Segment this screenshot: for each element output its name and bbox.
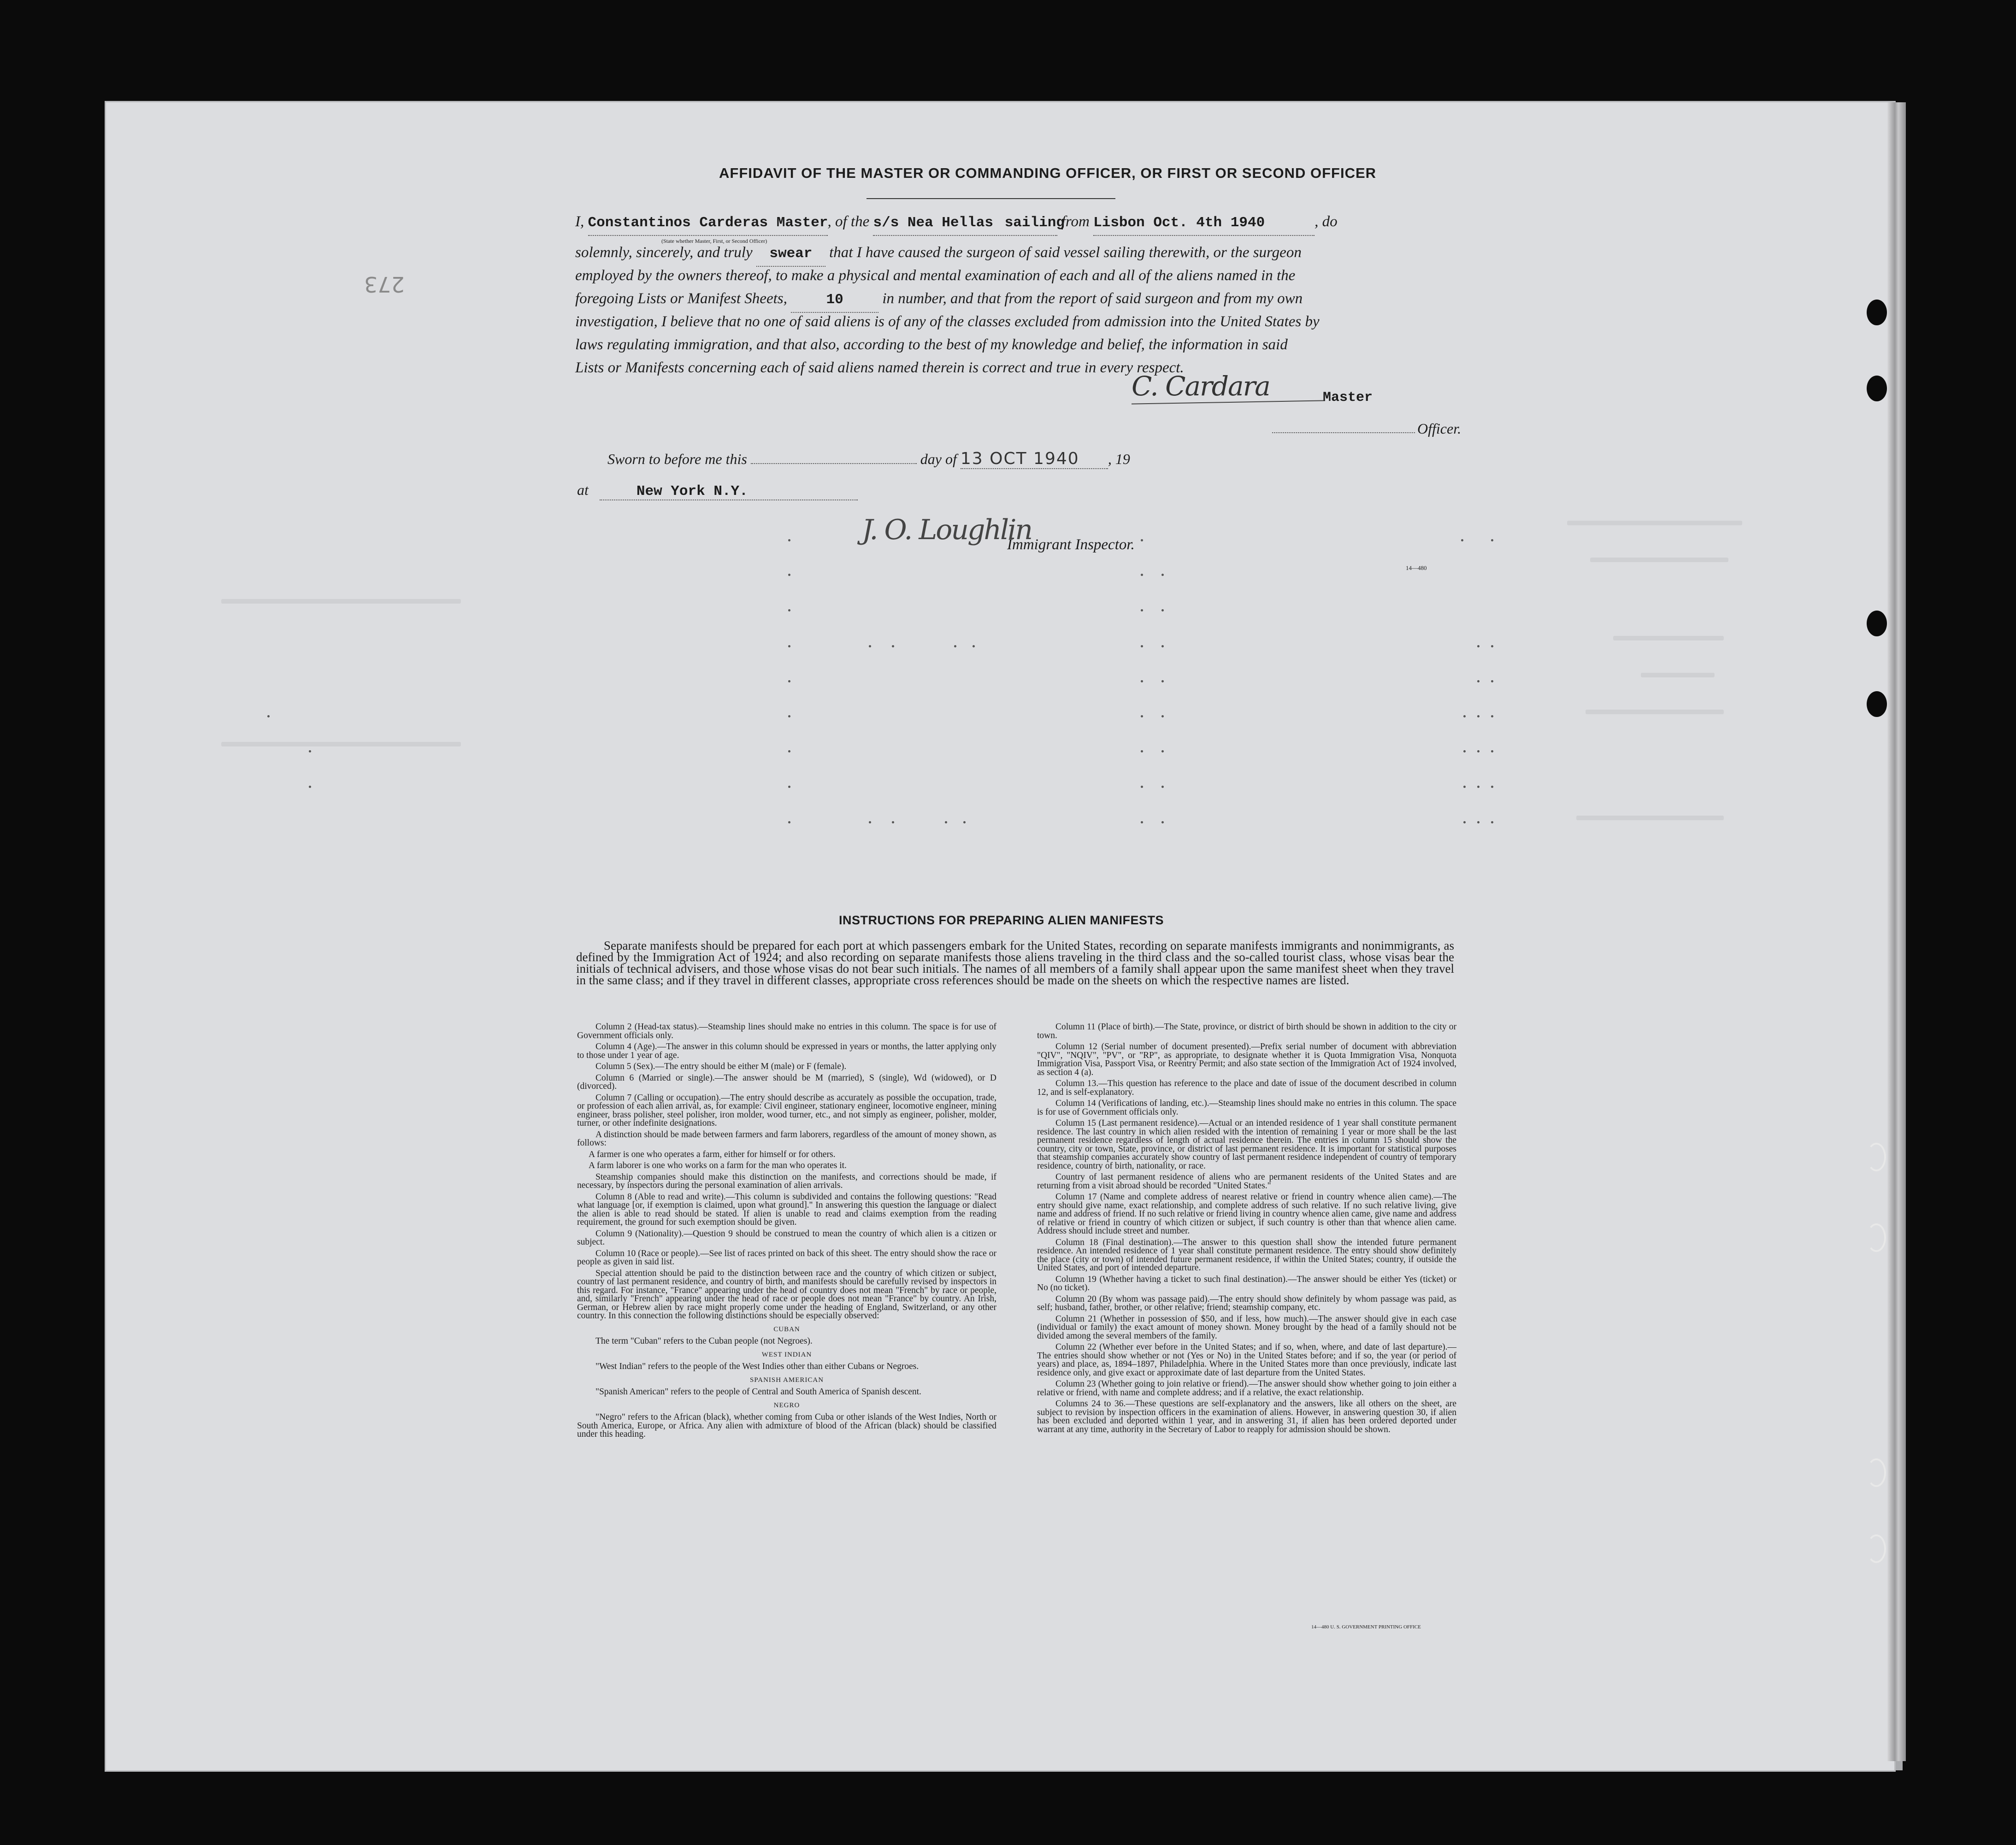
leader-dot (1141, 715, 1143, 717)
instruction-paragraph: Column 9 (Nationality).—Question 9 should be construed to mean the country of which alien is a citizen or subject. (577, 1228, 996, 1247)
affidavit-text: that I have caused the surgeon of said vessel sailing therewith, or the surgeon (829, 244, 1302, 261)
leader-dot (788, 645, 790, 647)
bleed-through-mark (1590, 558, 1728, 562)
binding-hole (1867, 300, 1887, 325)
affidavit-text: foregoing Lists or Manifest Sheets, (575, 290, 787, 307)
instruction-paragraph: A farm laborer is one who works on a farm for the man who operates it. (589, 1161, 847, 1170)
instruction-paragraph: Column 7 (Calling or occupation).—The entry should describe as accurately as possible the occupation, trade, or profession of each alien arrival, as, for example: Civil engineer, stationary engineer, locomotive engineer, mining engineer, brass polisher, steel polisher, iron molder, wood turner, etc., and not simply as engineer, polisher, molder, turner, or other indefinite designations. (577, 1093, 996, 1128)
affidavit-text: in number, and that from the report of said surgeon and from my own (882, 290, 1303, 307)
affidavit-line-7: Lists or Manifests concerning each of said aliens named therein is correct and true in every respect. (575, 359, 1184, 376)
affidavit-line-6: laws regulating immigration, and that also, according to the best of my knowledge and belief, the information in said (575, 336, 1288, 353)
vessel-field (873, 210, 1065, 236)
leader-dot (1161, 786, 1164, 788)
instruction-paragraph: "Negro" refers to the African (black), whether coming from Cuba or other islands of the West Indies, North or South America, Europe, or Africa. Any alien with admixture of blood of the African (black) should be classified under this heading. (577, 1412, 996, 1439)
sworn-text: , 19 (1108, 451, 1130, 467)
leader-dot (788, 609, 790, 611)
leader-dot (1477, 645, 1480, 647)
affidavit-text: from (1061, 213, 1090, 230)
place-name: New York N.Y. (636, 483, 748, 499)
instruction-paragraph: Column 19 (Whether having a ticket to such final destination).—The answer should be either Yes (ticket) or No (no ticket). (1037, 1274, 1456, 1293)
leader-dot (1141, 539, 1143, 541)
binding-hole (1867, 376, 1887, 401)
oath-word: swear (769, 246, 813, 262)
instruction-paragraph: Steamship companies should make this distinction on the manifests, and corrections should be made, if necessary, by inspectors during the personal examination of alien arrivals. (577, 1172, 996, 1190)
day-field (751, 463, 917, 464)
affidavit-text: I, (575, 213, 584, 230)
master-signature: C. Cardara (1132, 370, 1270, 402)
leader-dot (1461, 539, 1463, 541)
leader-dot (1161, 821, 1164, 823)
leader-dot (892, 821, 894, 823)
instruction-paragraph: Column 6 (Married or single).—The answer should be M (married), S (single), Wd (widowed), or D (divorced). (577, 1073, 996, 1091)
binding-hole (1867, 691, 1887, 717)
instruction-paragraph: Column 15 (Last permanent residence).—Actual or an intended residence of 1 year shall constitute permanent residence. The last country in which alien resided with the intention of remaining 1 year or more shall be the last permanent residence regardless of length of actual residence therein. The entries in column 15 should show the country, city or town, State, province, or district of last permanent residence. It is important for statistical purposes that steamship companies accurately show country of last permanent residence independent of country of temporary residence, country of birth, nationality, or race. (1037, 1118, 1456, 1171)
leader-dot (788, 786, 790, 788)
instruction-paragraph: Column 12 (Serial number of document presented).—Prefix serial number of document with abbreviation "QIV", "NQIV", "PV", or "RP", as appropriate, to designate whether it is Quota Immigration Visa, Nonquota Immigration Visa, Passport Visa, or Reentry Permit; and also state section of the Immigration Act of 1924 involved, as section 4 (a). (1037, 1042, 1456, 1077)
affidavit-text: , of the (827, 213, 870, 230)
leader-dot (1463, 786, 1466, 788)
leader-dot (788, 574, 790, 576)
instructions-intro: Separate manifests should be prepared for each port at which passengers embark for the United States, recording on separate manifests immigrants and nonimmigrants, as defined by the Immigration Act of 1924; and also recording on separate manifests those aliens traveling in the third class and the so-called tourist class, whose visas bear the initials of technical advisers, and those whose visas do not bear such initials. The names of all members of a family shall appear upon the same manifest sheet when they travel in the same class; and if they travel in different classes, appropriate cross references should be made on the sheets on which the respective names are listed. (576, 939, 1454, 987)
bleed-through-mark (221, 599, 461, 604)
leader-dot (1141, 786, 1143, 788)
departure-field (1093, 210, 1315, 236)
date-field (961, 449, 1108, 469)
instructions-right-column (1037, 1023, 1456, 1437)
sheets-field (791, 287, 878, 313)
affidavit-line-2 (575, 241, 1460, 267)
instruction-paragraph: Column 13.—This question has reference to the place and date of issue of the document described in column 12, and is self-explanatory. (1037, 1079, 1456, 1097)
leader-dot (788, 715, 790, 717)
instruction-paragraph: A farmer is one who operates a farm, either for himself or for others. (589, 1149, 836, 1159)
instruction-paragraph: Column 20 (By whom was passage paid).—The entry should show definitely by whom passage was paid, as self; husband, father, brother, or other relative; friend; steamship company, etc. (1037, 1294, 1456, 1312)
instruction-paragraph: Column 23 (Whether going to join relative or friend).—The answer should show whether going to join either a relative or friend, with name and complete address; and if a relative, the exact relationship. (1037, 1379, 1456, 1398)
instruction-paragraph: Column 22 (Whether ever before in the United States; and if so, when, where, and date of last departure).—The entries should show whether or not (Yes or No) in the United States before; and if so, the year (or period of years) and place, as, 1894–1897, Philadelphia. Where in the United States more than once previously, indicate last residence only, and give exact or approximate date of last departure from the United States. (1037, 1342, 1456, 1378)
instruction-paragraph: The term "Cuban" refers to the Cuban people (not Negroes). (595, 1336, 813, 1346)
leader-dot (1491, 750, 1493, 752)
stacked-page-edges (1887, 102, 1906, 1761)
section-heading-cuban: CUBAN (773, 1325, 800, 1333)
master-rank: Master (1323, 390, 1373, 405)
sailing-word: sailing (1004, 215, 1065, 231)
instruction-paragraph: Column 2 (Head-tax status).—Steamship lines should make no entries in this column. The space is for use of Government officials only. (577, 1022, 996, 1040)
instruction-paragraph: "Spanish American" refers to the people of Central and South America of Spanish descent. (595, 1387, 921, 1397)
affidavit-line-4 (575, 287, 1460, 313)
binding-hole (1867, 611, 1887, 636)
bleed-through-mark (221, 742, 461, 746)
instruction-paragraph: Special attention should be paid to the distinction between race and the country of which citizen or subject, country of last permanent residence, and country of birth, and manifests should be carefully revised by inspectors in this regard. For instance, "France" appearing under the head of country does not mean "French" by race or people, and, similarly "French" appearing under the head of race or people does not mean "France" by country. An Irish, German, or Hebrew alien by race might properly come under the heading of England, Switzerland, or any other country. In this connection the following distinctions should be especially observed: (577, 1268, 996, 1321)
officer-rank-note: (State whether Master, First, or Second Officer) (661, 238, 767, 244)
affidavit-text: solemnly, sincerely, and truly (575, 244, 753, 261)
printer-imprint: 14—480 U. S. GOVERNMENT PRINTING OFFICE (1311, 1624, 1421, 1630)
leader-dot (1141, 645, 1143, 647)
sworn-line (607, 449, 1130, 469)
leader-dot (1141, 750, 1143, 752)
section-heading-negro: NEGRO (773, 1401, 800, 1409)
leader-dot (1161, 715, 1164, 717)
instructions-title: INSTRUCTIONS FOR PREPARING ALIEN MANIFESTS (839, 913, 1164, 927)
vessel-name: s/s Nea Hellas (873, 215, 993, 231)
instruction-paragraph: Column 10 (Race or people).—See list of races printed on back of this sheet. The entry should show the race or people as given in said list. (577, 1248, 996, 1267)
leader-dot (1491, 680, 1493, 682)
leader-dot (309, 786, 311, 788)
master-name: Constantinos Carderas Master (588, 215, 828, 231)
inspector-signature: J. O. Loughlin (862, 514, 1032, 546)
oath-field (756, 241, 825, 267)
bleed-through-mark (1567, 521, 1742, 525)
leader-dot (945, 821, 947, 823)
leader-dot (1477, 821, 1480, 823)
leader-dot (1161, 680, 1164, 682)
officer-label: Officer. (1417, 420, 1462, 437)
instruction-paragraph: Column 17 (Name and complete address of nearest relative or friend in country whence alien came).—The entry should give name, exact relationship, and complete address of such relative. If no such relative living, give name and address of friend. If no such relative or friend living in country whence alien came, give name and address of relative or friend in country of which citizen or subject, if such country is other than that whence alien came. Address should include street and number. (1037, 1192, 1456, 1236)
leader-dot (1491, 715, 1493, 717)
leader-dot (1141, 574, 1143, 576)
leader-dot (788, 680, 790, 682)
leader-dot (869, 821, 871, 823)
leader-dot (892, 645, 894, 647)
leader-dot (1141, 821, 1143, 823)
leader-dot (1491, 645, 1493, 647)
date-stamp: 13 OCT 1940 (960, 449, 1079, 468)
place-field (600, 482, 858, 500)
leader-dot (1463, 750, 1466, 752)
bleed-through-mark (1576, 816, 1724, 820)
binding-ring (1867, 1458, 1886, 1487)
instruction-paragraph: Column 4 (Age).—The answer in this column should be expressed in years or months, the latter applying only to those under 1 year of age. (577, 1042, 996, 1060)
inspector-label: Immigrant Inspector. (1007, 536, 1135, 553)
instruction-paragraph: Column 11 (Place of birth).—The State, province, or district of birth should be shown in addition to the city or town. (1037, 1022, 1456, 1040)
leader-dot (1161, 574, 1164, 576)
instruction-paragraph: Column 14 (Verifications of landing, etc.).—Steamship lines should make no entries in this column. The space is for use of Government officials only. (1037, 1099, 1456, 1117)
bleed-through-mark (1613, 636, 1724, 640)
title-rule (867, 198, 1115, 199)
bleed-through-mark (1586, 710, 1724, 714)
leader-dot (788, 821, 790, 823)
instruction-paragraph: Column 8 (Able to read and write).—This column is subdivided and contains the following questions: "Read what language [or, if exemption is claimed, upon what ground]." In answering this question the language or dialect the alien is able to read should be stated. If alien is unable to read and claims exemption from the reading requirement, the ground for such exemption should be given. (577, 1192, 996, 1227)
bleed-through-mark (1641, 673, 1715, 677)
instruction-paragraph: "West Indian" refers to the people of the West Indies other than either Cubans or Negroes. (595, 1362, 919, 1371)
place-line (577, 482, 858, 500)
leader-dot (973, 645, 975, 647)
instruction-paragraph: Columns 24 to 36.—These questions are self-explanatory and the answers, like all others on the sheet, are subject to revision by inspection officers in the examination of aliens. However, in answering question 30, if alien has been excluded and deported within 1 year, and in answering 31, if alien has been ordered deported under warrant at any time, authority in the Secretary of Labor to reapply for admission should be shown. (1037, 1399, 1456, 1434)
affidavit-text: , do (1315, 213, 1338, 230)
leader-dot (1491, 539, 1493, 541)
leader-dot (267, 715, 270, 717)
reversed-page-number: 273 (364, 272, 405, 297)
leader-dot (1463, 715, 1466, 717)
leader-dot (1477, 786, 1480, 788)
master-name-field (588, 210, 828, 236)
instruction-paragraph: Column 21 (Whether in possession of $50, and if less, how much).—The answer should give in each case (individual or family) the exact amount of money shown. Money brought by the head of a family should not be divided among the several members of the family. (1037, 1314, 1456, 1341)
section-heading-spanish-american: SPANISH AMERICAN (749, 1376, 824, 1384)
leader-dot (1161, 645, 1164, 647)
leader-dot (1491, 786, 1493, 788)
binding-ring (1867, 1143, 1886, 1171)
instruction-paragraph: A distinction should be made between farmers and farm laborers, regardless of the amount of money shown, as follows: (577, 1129, 996, 1148)
binding-ring (1867, 1223, 1886, 1252)
leader-dot (1161, 750, 1164, 752)
leader-dot (788, 750, 790, 752)
leader-dot (1141, 680, 1143, 682)
leader-dot (954, 645, 956, 647)
leader-dot (1477, 715, 1480, 717)
at-label: at (577, 482, 589, 498)
leader-dot (1491, 821, 1493, 823)
affidavit-line-3: employed by the owners thereof, to make a physical and mental examination of each and all of the aliens named in the (575, 267, 1296, 284)
leader-dot (1161, 609, 1164, 611)
sworn-text: day of (920, 451, 957, 467)
affidavit-title: AFFIDAVIT OF THE MASTER OR COMMANDING OFFICER, OR FIRST OR SECOND OFFICER (719, 165, 1377, 181)
departure-port-date: Lisbon Oct. 4th 1940 (1093, 215, 1265, 231)
instructions-left-column (577, 1023, 996, 1442)
instruction-paragraph: Country of last permanent residence of aliens who are permanent residents of the United States and are returning from a visit abroad should be recorded "United States." (1037, 1172, 1456, 1191)
leader-dot (309, 750, 311, 752)
leader-dot (1477, 680, 1480, 682)
form-number: 14—480 (1406, 564, 1427, 571)
sheet-count: 10 (826, 292, 843, 308)
affidavit-line-5: investigation, I believe that no one of said aliens is of any of the classes excluded from admission into the United States by (575, 313, 1320, 330)
sworn-text: Sworn to before me this (607, 451, 747, 467)
affidavit-line-1 (575, 210, 1460, 236)
instruction-paragraph: Column 18 (Final destination).—The answer to this question shall show the intended future permanent residence. An intended residence of 1 year shall constitute permanent residence. The entry should show definitely the place (city or town) of intended future permanent residence, if within the United States; country, if outside the United States, and port of intended departure. (1037, 1237, 1456, 1273)
section-heading-west-indian: WEST INDIAN (761, 1351, 812, 1358)
leader-dot (1141, 609, 1143, 611)
leader-dot (963, 821, 966, 823)
binding-ring (1867, 1534, 1886, 1563)
instruction-paragraph: Column 5 (Sex).—The entry should be either M (male) or F (female). (595, 1062, 847, 1071)
leader-dot (1463, 821, 1466, 823)
officer-line (1272, 432, 1415, 433)
leader-dot (869, 645, 871, 647)
leader-dot (1477, 750, 1480, 752)
leader-dot (788, 539, 790, 541)
